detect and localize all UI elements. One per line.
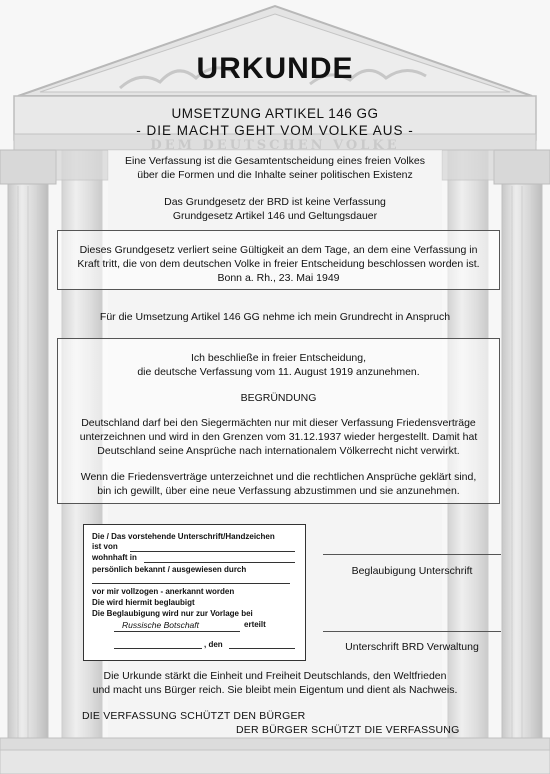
slogan-line-1: DIE VERFASSUNG SCHÜTZT DEN BÜRGER xyxy=(82,710,306,722)
subtitle-motto: - DIE MACHT GEHT VOM VOLKE AUS - xyxy=(136,123,414,138)
quote-source: Bonn a. Rh., 23. Mai 1949 xyxy=(217,272,340,284)
certification-signature-label: Beglaubigung Unterschrift xyxy=(351,565,473,577)
stamp-line-5: vor mir vollzogen - anerkannt worden xyxy=(92,587,235,596)
closing-line-2: und macht uns Bürger reich. Sie bleibt mein Eigentum und dient als Nachweis. xyxy=(92,684,458,696)
claim-line: Für die Umsetzung Artikel 146 GG nehme ich mein Grundrecht in Anspruch xyxy=(99,311,451,323)
stamp-line-4: persönlich bekannt / ausgewiesen durch xyxy=(92,565,247,574)
certificate-title: URKUNDE xyxy=(196,52,354,85)
date-fill-line[interactable] xyxy=(229,648,295,649)
reason-line-4: Wenn die Friedensverträge unterzeichnet und die rechtlichen Ansprüche geklärt sind, xyxy=(80,471,477,483)
quote-line-2: Kraft tritt, die von dem deutschen Volke in freier Entscheidung beschlossen worden ist. xyxy=(77,258,480,270)
stamp-line-2: ist von xyxy=(92,542,118,551)
name-fill-line[interactable] xyxy=(130,551,295,552)
basic-law-line-2: Grundgesetz Artikel 146 und Geltungsdauer xyxy=(172,210,378,222)
reason-line-3: Deutschland seine Ansprüche nach internationalem Völkerrecht nicht verwirkt. xyxy=(97,445,460,457)
administration-signature-line[interactable] xyxy=(323,631,501,632)
intro-line-2: über die Formen und die Inhalte seiner politischen Existenz xyxy=(137,169,413,181)
subtitle-article: UMSETZUNG ARTIKEL 146 GG xyxy=(171,106,379,121)
quote-line-1: Dieses Grundgesetz verliert seine Gültigkeit an dem Tage, an dem eine Verfassung in xyxy=(79,244,478,256)
stamp-line-7: Die Beglaubigung wird nur zur Vorlage bei xyxy=(92,609,253,618)
stamp-line-6: Die wird hiermit beglaubigt xyxy=(92,598,195,607)
identification-fill-line[interactable] xyxy=(92,583,290,584)
reason-line-2: unterzeichnen und wird in den Grenzen vom 31.12.1937 wieder hergestellt. Damit hat xyxy=(79,431,478,443)
embassy-line xyxy=(114,631,240,632)
intro-line-1: Eine Verfassung ist die Gesamtentscheidung eines freien Volkes xyxy=(124,155,425,167)
reason-line-1: Deutschland darf bei den Siegermächten nur mit dieser Verfassung Friedensverträge xyxy=(81,417,476,429)
decision-line-1: Ich beschließe in freier Entscheidung, xyxy=(190,352,367,364)
decision-line-2: die deutsche Verfassung vom 11. August 1919 anzunehmen. xyxy=(137,366,420,378)
administration-signature-label: Unterschrift BRD Verwaltung xyxy=(345,641,479,653)
notary-stamp-box xyxy=(83,524,306,661)
date-separator: , den xyxy=(204,640,223,649)
stamp-line-8-suffix: erteilt xyxy=(244,620,266,629)
certification-signature-line[interactable] xyxy=(323,554,501,555)
stamp-line-1: Die / Das vorstehende Unterschrift/Handzeichen xyxy=(92,532,275,541)
slogan-line-2: DER BÜRGER SCHÜTZT DIE VERFASSUNG xyxy=(236,724,460,736)
embassy-name: Russische Botschaft xyxy=(122,620,200,630)
stamp-line-3: wohnhaft in xyxy=(92,553,137,562)
closing-line-1: Die Urkunde stärkt die Einheit und Freiheit Deutschlands, den Weltfrieden xyxy=(103,670,447,682)
place-fill-line[interactable] xyxy=(114,648,202,649)
background-inscription: DEM DEUTSCHEN VOLKE xyxy=(150,138,400,153)
reason-heading: BEGRÜNDUNG xyxy=(240,392,317,404)
basic-law-line-1: Das Grundgesetz der BRD ist keine Verfassung xyxy=(164,196,386,208)
address-fill-line[interactable] xyxy=(144,562,295,563)
reason-line-5: bin ich gewillt, über eine neue Verfassung abzustimmen und sie anzunehmen. xyxy=(97,485,460,497)
